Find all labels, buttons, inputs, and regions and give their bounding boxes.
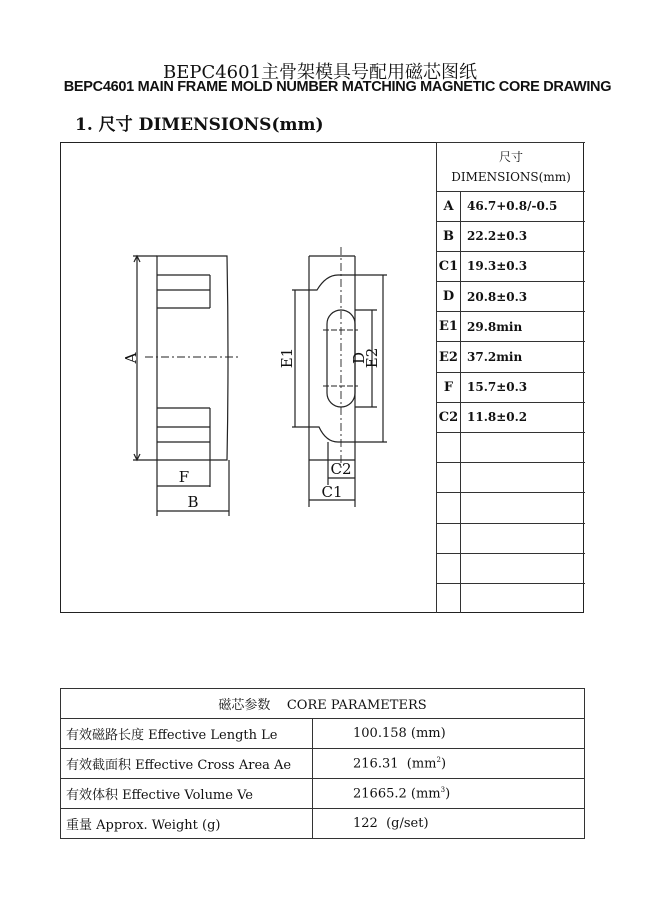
table-row xyxy=(61,719,585,749)
dim-key: F xyxy=(437,372,461,402)
table-row xyxy=(61,749,585,779)
label-a: A xyxy=(122,352,140,364)
param-label: 有效磁路长度 Effective Length Le xyxy=(61,719,313,749)
title-english: BEPC4601 MAIN FRAME MOLD NUMBER MATCHING MAGNETIC CORE DRAWING xyxy=(63,79,612,95)
param-value: 216.31 $(mm^2)$ xyxy=(313,749,585,779)
label-d: D xyxy=(350,351,368,365)
label-b: B xyxy=(187,493,199,511)
label-e1: E1 xyxy=(278,347,296,369)
dim-value: 19.3±0.3 xyxy=(461,251,586,281)
core-parameters-table xyxy=(60,688,585,839)
value-text: 21665.2 (mm xyxy=(353,786,441,802)
label-c1: C1 xyxy=(321,483,343,501)
value-text: 122 (g/set) xyxy=(353,816,429,831)
table-row xyxy=(61,779,585,809)
dim-key: A xyxy=(437,191,461,221)
dim-value: 20.8±0.3 xyxy=(461,282,586,312)
param-label: 有效截面积 Effective Cross Area Ae xyxy=(61,749,313,779)
header-cn: 尺寸 xyxy=(498,149,523,164)
dim-key: E2 xyxy=(437,342,461,372)
dim-value: 37.2min xyxy=(461,342,586,372)
section-heading: 1. 尺寸 DIMENSIONS(mm) xyxy=(75,115,324,135)
param-label: 重量 Approx. Weight (g) xyxy=(61,809,313,839)
dim-value: 22.2±0.3 xyxy=(461,221,586,251)
front-view-e-core xyxy=(145,256,238,487)
value-text: 100.158 (mm) xyxy=(353,726,446,741)
dim-value: 11.8±0.2 xyxy=(461,402,586,432)
unit-superscript: 2 xyxy=(436,755,441,764)
label-e2: E2 xyxy=(363,347,381,369)
param-label: 有效体积 Effective Volume Ve xyxy=(61,779,313,809)
dim-value: 15.7±0.3 xyxy=(461,372,586,402)
dim-key: D xyxy=(437,282,461,312)
header-en: DIMENSIONS(mm) xyxy=(451,169,571,184)
dim-key: C2 xyxy=(437,402,461,432)
dim-key: E1 xyxy=(437,312,461,342)
dim-value: 29.8min xyxy=(461,312,586,342)
dim-key: B xyxy=(437,221,461,251)
label-c2: C2 xyxy=(330,460,352,478)
param-value xyxy=(313,809,585,839)
param-value xyxy=(313,719,585,749)
param-value: 21665.2 $(mm^3)$ xyxy=(313,779,585,809)
core-parameters-header: 磁芯参数 CORE PARAMETERS xyxy=(61,689,585,719)
title-chinese: BEPC4601主骨架模具号配用磁芯图纸 xyxy=(162,62,478,83)
table-row xyxy=(61,809,585,839)
dim-key: C1 xyxy=(437,251,461,281)
label-f: F xyxy=(178,468,190,486)
dim-value: 46.7+0.8/-0.5 xyxy=(461,191,586,221)
value-text: 216.31 (mm xyxy=(353,756,437,772)
unit-superscript: 3 xyxy=(440,785,446,794)
